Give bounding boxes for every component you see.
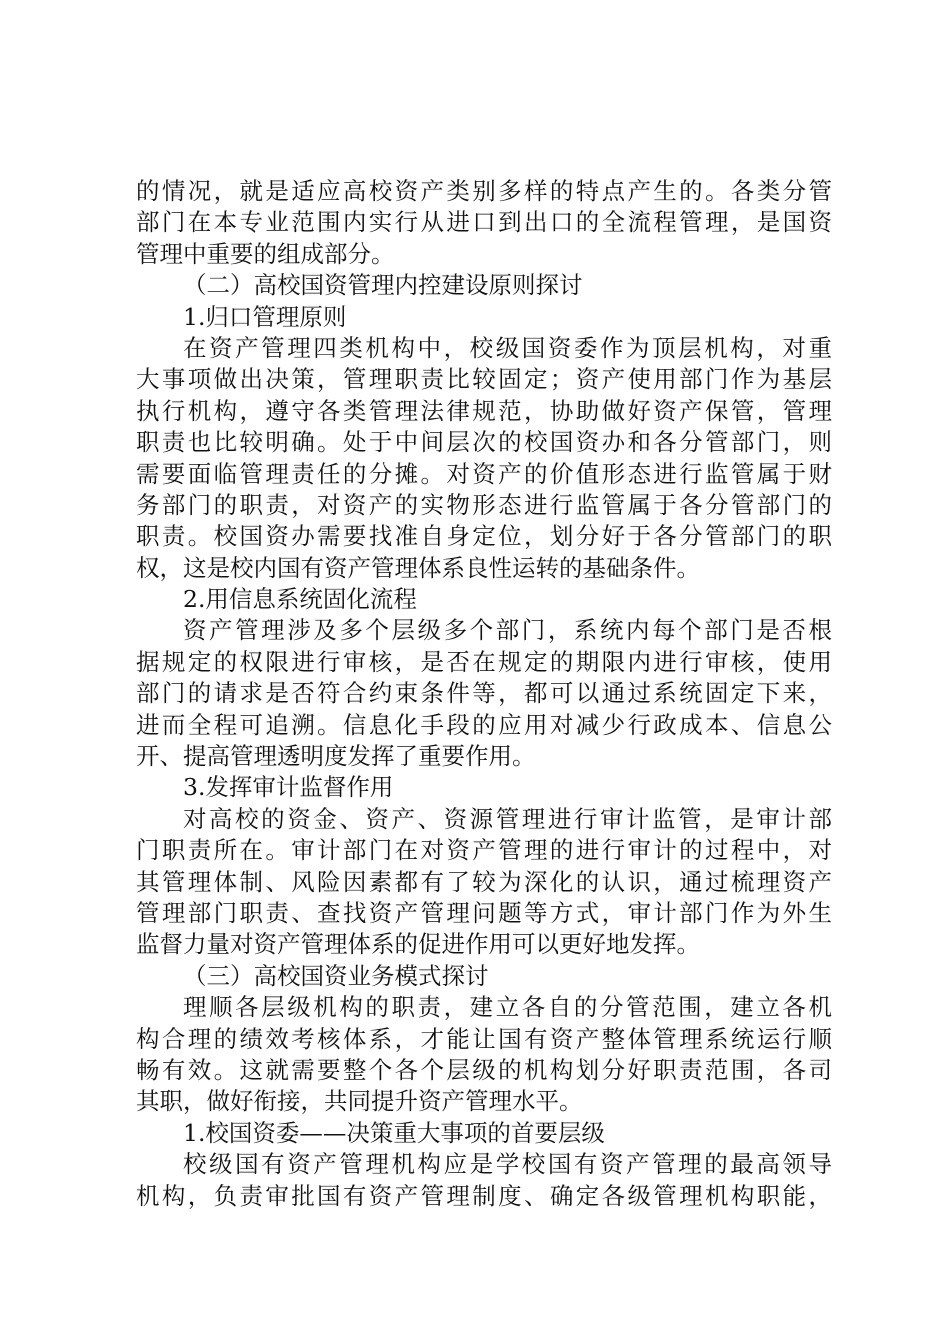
text-line: 理顺各层级机构的职责，建立各自的分管范围，建立各机 <box>183 993 832 1022</box>
section-heading: （二）高校国资管理内控建设原则探讨 <box>183 271 583 300</box>
text-line: 执行机构，遵守各类管理法律规范，协助做好资产保管，管理 <box>136 396 832 425</box>
text-line: 的情况，就是适应高校资产类别多样的特点产生的。各类分管 <box>136 177 832 205</box>
subsection-heading: 3.发挥审计监督作用 <box>183 773 394 802</box>
text-line: 部门的请求是否符合约束条件等，都可以通过系统固定下来， <box>136 679 832 708</box>
text-line: 职责也比较明确。处于中间层次的校国资办和各分管部门，则 <box>136 428 832 457</box>
text-line: 校级国有资产管理机构应是学校国有资产管理的最高领导 <box>183 1150 832 1179</box>
text-line: 其职，做好衔接，共同提升资产管理水平。 <box>136 1087 583 1116</box>
subsection-heading: 1.归口管理原则 <box>183 302 347 331</box>
document-body <box>136 176 832 1212</box>
text-line: 管理部门职责、查找资产管理问题等方式，审计部门作为外生 <box>136 898 832 927</box>
text-line: 部门在本专业范围内实行从进口到出口的全流程管理，是国资 <box>136 208 832 237</box>
text-line: 对高校的资金、资产、资源管理进行审计监管，是审计部 <box>183 804 832 833</box>
text-line: 据规定的权限进行审核，是否在规定的期限内进行审核，使用 <box>136 647 832 676</box>
text-line: 其管理体制、风险因素都有了较为深化的认识，通过梳理资产 <box>136 867 832 896</box>
text-line: 职责。校国资办需要找准自身定位，划分好于各分管部门的职 <box>136 522 832 551</box>
text-line: 开、提高管理透明度发挥了重要作用。 <box>136 742 536 771</box>
text-line: 监督力量对资产管理体系的促进作用可以更好地发挥。 <box>136 930 700 959</box>
text-line: 务部门的职责，对资产的实物形态进行监管属于各分管部门的 <box>136 490 832 519</box>
text-line: 资产管理涉及多个层级多个部门，系统内每个部门是否根 <box>183 616 832 645</box>
text-line: 在资产管理四类机构中，校级国资委作为顶层机构，对重 <box>183 333 832 362</box>
text-line: 管理中重要的组成部分。 <box>136 239 395 268</box>
text-line: 畅有效。这就需要整个各个层级的机构划分好职责范围，各司 <box>136 1055 832 1084</box>
text-line: 需要面临管理责任的分摊。对资产的价值形态进行监管属于财 <box>136 459 832 488</box>
text-line: 权，这是校内国有资产管理体系良性运转的基础条件。 <box>136 553 700 582</box>
subsection-heading: 2.用信息系统固化流程 <box>183 585 417 614</box>
text-line: 构合理的绩效考核体系，才能让国有资产整体管理系统运行顺 <box>136 1024 832 1053</box>
text-line: 进而全程可追溯。信息化手段的应用对减少行政成本、信息公 <box>136 710 832 739</box>
text-line: 机构，负责审批国有资产管理制度、确定各级管理机构职能， <box>136 1181 832 1210</box>
text-line: 门职责所在。审计部门在对资产管理的进行审计的过程中，对 <box>136 836 832 865</box>
subsection-heading: 1.校国资委——决策重大事项的首要层级 <box>183 1118 605 1147</box>
section-heading: （三）高校国资业务模式探讨 <box>183 961 489 990</box>
text-line: 大事项做出决策，管理职责比较固定；资产使用部门作为基层 <box>136 365 832 394</box>
